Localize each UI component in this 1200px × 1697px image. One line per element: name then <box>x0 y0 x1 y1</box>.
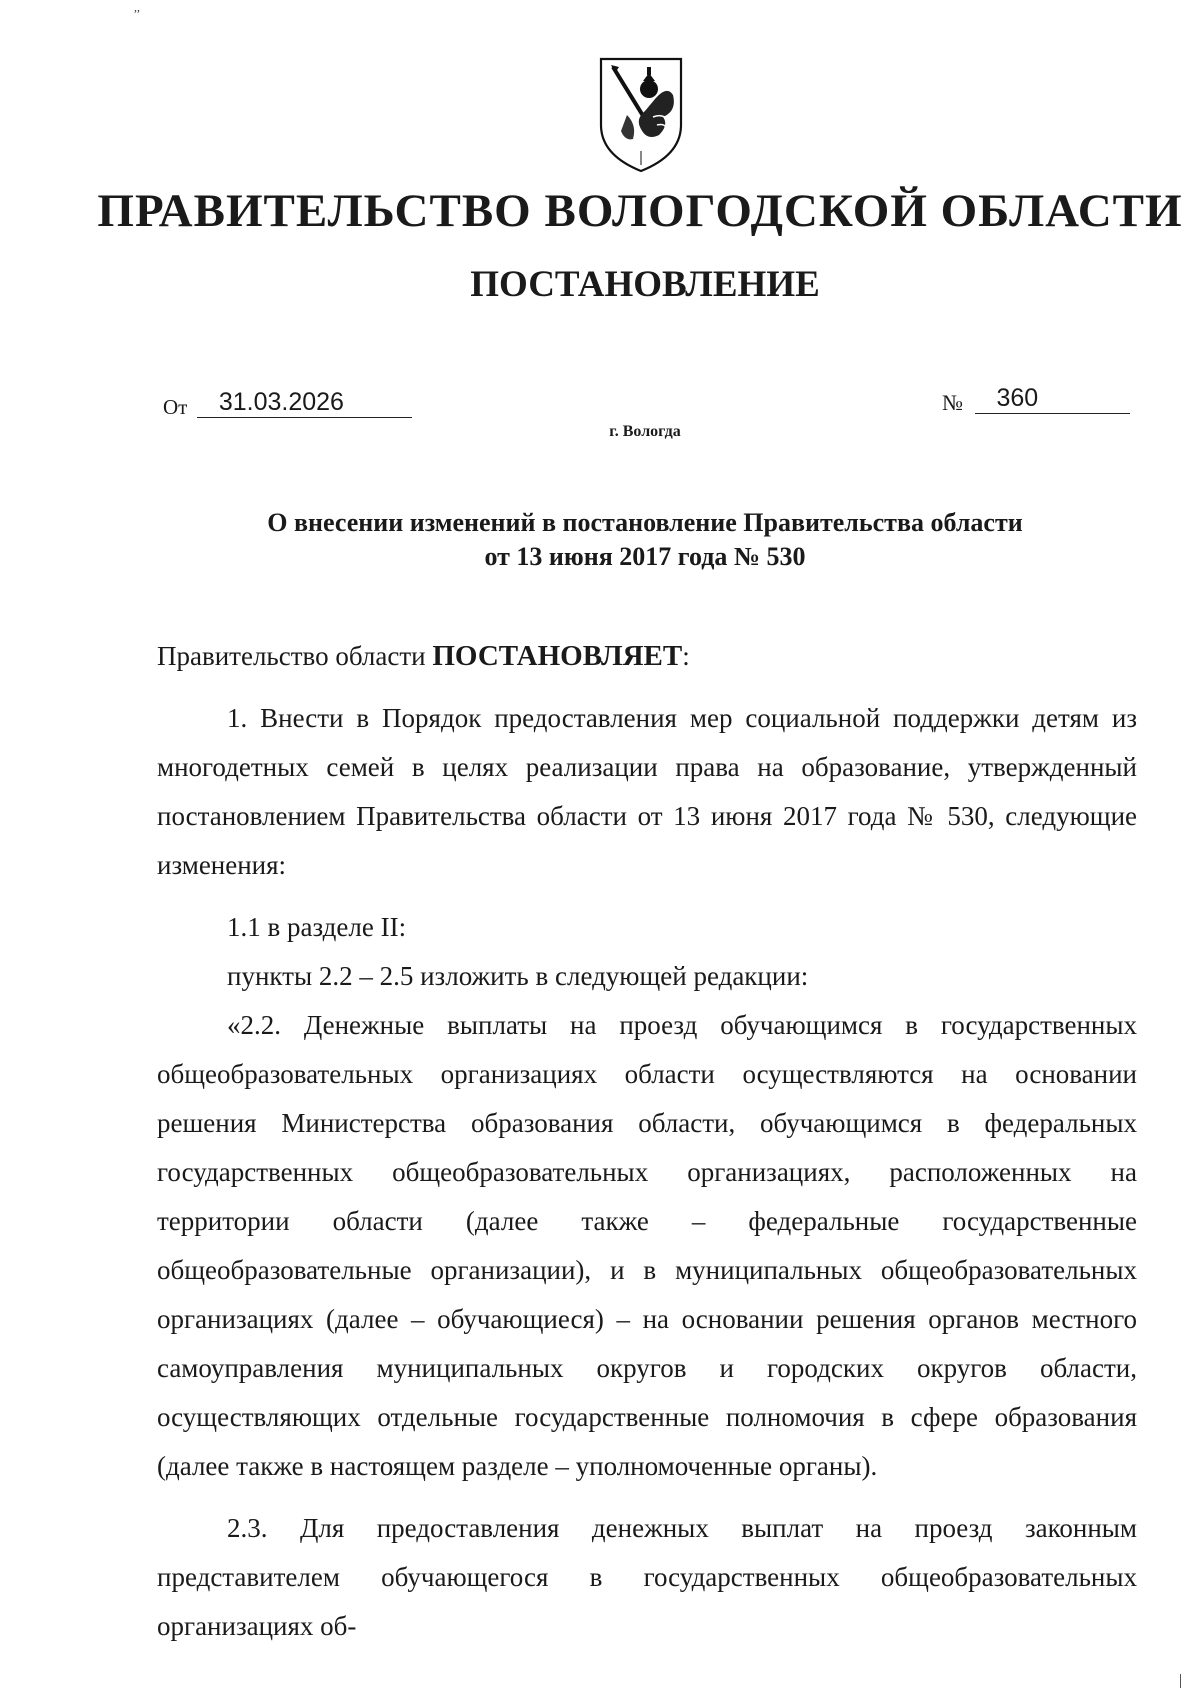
city-label: г. Вологда <box>609 423 681 440</box>
paragraph-1: 1. Внести в Порядок предоставления мер социальной поддержки детям из многодетных семей в целях реализации права на образование, утвержденный постановлением Правительства области от 13 июня 2017 года № 530, следующие изменения: <box>157 703 1137 880</box>
organization-title-text: ПРАВИТЕЛЬСТВО ВОЛОГОДСКОЙ ОБЛАСТИ <box>97 185 1183 237</box>
paragraph-1-1: 1.1 в разделе II: <box>227 912 407 942</box>
number-line <box>942 384 1130 418</box>
document-date: 31.03.2026 <box>197 388 412 418</box>
scan-edge-mark <box>1180 1674 1181 1688</box>
scan-mark: ,, <box>134 0 140 14</box>
document-subject <box>0 506 1200 574</box>
preamble <box>157 632 1137 681</box>
preamble-decree-word: ПОСТАНОВЛЯЕТ <box>432 640 683 672</box>
organization-title <box>0 185 1200 237</box>
number-label: № <box>942 390 963 415</box>
document-body <box>157 632 1137 1651</box>
subject-line-2: от 13 июня 2017 года № 530 <box>484 542 806 571</box>
subject-line-1: О внесении изменений в постановление Правительства области <box>267 508 1023 537</box>
paragraph-2-3: 2.3. Для предоставления денежных выплат на проезд законным представителем обучающегося в государственных общеобразовательных организациях об- <box>157 1513 1137 1641</box>
preamble-text: Правительство области <box>157 641 433 671</box>
date-label: От <box>163 395 188 419</box>
preamble-colon: : <box>682 641 690 671</box>
coat-of-arms-icon <box>597 55 685 173</box>
document-type: ПОСТАНОВЛЕНИЕ <box>470 264 820 305</box>
document-number: 360 <box>975 384 1130 414</box>
paragraph-2-2: «2.2. Денежные выплаты на проезд обучающимся в государственных общеобразовательных организациях области осуществляются на основании решения Министерства образования области, обучающимся в федеральных государственных общеобразовательных организациях, расположенных на территории области (далее также – федеральные государственные общеобразовательные организации), и в муниципальных общеобразовательных организациях (далее – обучающиеся) – на основании решения органов местного самоуправления муниципальных округов и городских округов области, осуществляющих отдельные государственные полномочия в сфере образования (далее также в настоящем разделе – уполномоченные органы). <box>157 1010 1137 1481</box>
paragraph-items-intro: пункты 2.2 – 2.5 изложить в следующей редакции: <box>227 961 809 991</box>
date-line <box>163 388 412 422</box>
